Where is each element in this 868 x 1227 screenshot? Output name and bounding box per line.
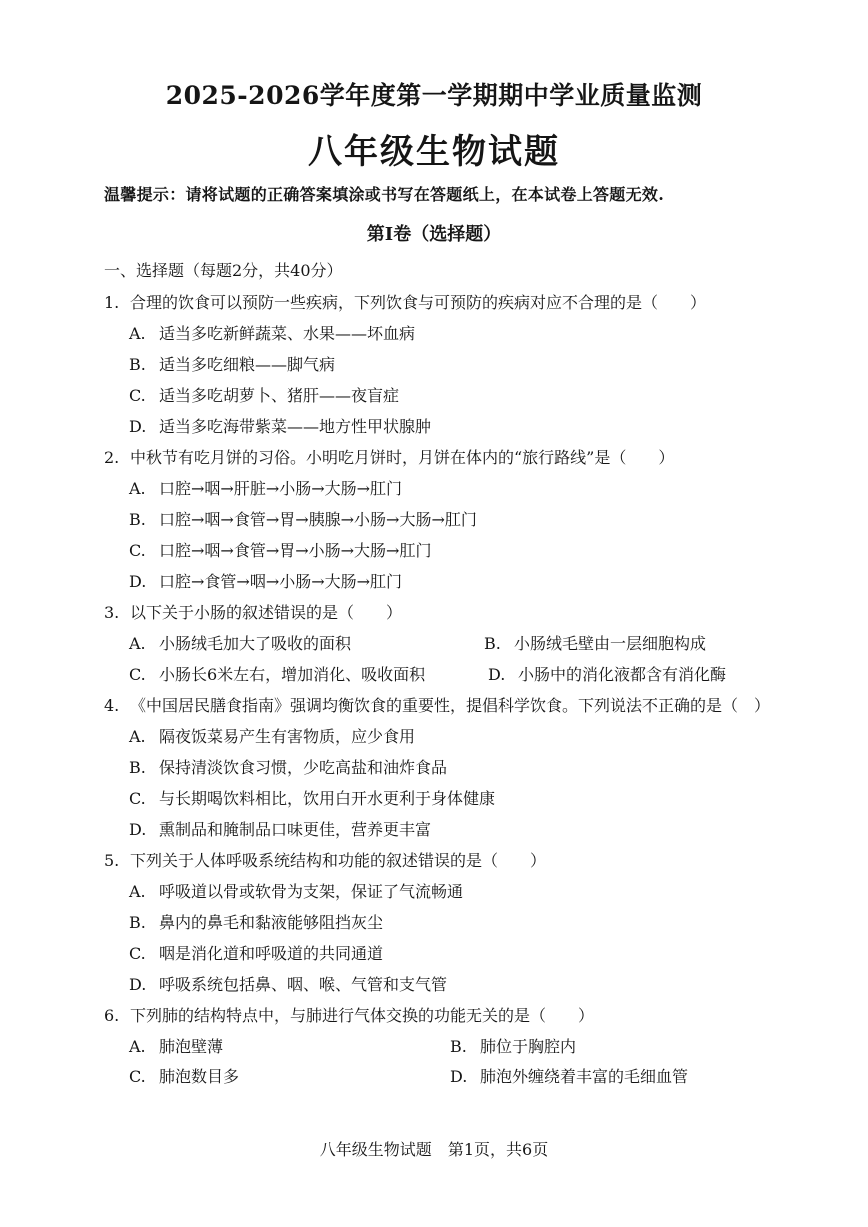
option-4b	[129, 755, 447, 778]
option-label: B.	[129, 355, 146, 374]
section-title: 第I卷（选择题）	[366, 224, 502, 245]
option-4c	[129, 786, 495, 809]
option-text: 适当多吃胡萝卜、猪肝——夜盲症	[159, 386, 400, 405]
option-text: 保持清淡饮食习惯，少吃高盐和油炸食品	[159, 758, 448, 777]
subject-title: 八年级生物试题	[308, 132, 560, 172]
option-text: 口腔→咽→食管→胃→小肠→大肠→肛门	[159, 541, 432, 560]
option-label: D.	[129, 975, 147, 994]
option-label: B.	[484, 634, 501, 653]
footer-subject: 八年级生物试题	[319, 1140, 432, 1159]
option-label: C.	[129, 789, 146, 808]
part-heading: 一、选择题（每题2分，共40分）	[104, 261, 343, 280]
option-1b	[129, 352, 335, 375]
option-1c	[129, 383, 399, 406]
option-5a	[129, 879, 463, 902]
question-stem: 中秋节有吃月饼的习俗。小明吃月饼时，月饼在体内的“旅行路线”是（ ）	[130, 448, 675, 467]
option-5c	[129, 941, 383, 964]
option-1a	[129, 321, 415, 344]
exam-title: 2025-2026学年度第一学期期中学业质量监测	[165, 81, 703, 110]
option-text: 小肠绒毛加大了吸收的面积	[159, 634, 352, 653]
option-text: 小肠长6米左右，增加消化、吸收面积	[159, 665, 426, 684]
option-text: 与长期喝饮料相比，饮用白开水更利于身体健康	[159, 789, 496, 808]
question-number: 4.	[104, 696, 120, 715]
option-text: 口腔→食管→咽→小肠→大肠→肛门	[159, 572, 403, 591]
option-text: 熏制品和腌制品口味更佳，营养更丰富	[159, 820, 432, 839]
option-text: 呼吸系统包括鼻、咽、喉、气管和支气管	[159, 975, 448, 994]
option-text: 肺泡壁薄	[159, 1037, 224, 1056]
question-number: 3.	[104, 603, 120, 622]
question-6	[104, 1003, 594, 1026]
question-number: 5.	[104, 851, 120, 870]
option-label: B.	[450, 1037, 467, 1056]
question-number: 6.	[104, 1006, 120, 1025]
footer-page-number: 第1页，共6页	[447, 1140, 549, 1159]
question-4	[104, 693, 770, 716]
option-label: D.	[129, 820, 147, 839]
question-number: 2.	[104, 448, 120, 467]
option-4a	[129, 724, 415, 747]
option-label: C.	[129, 541, 146, 560]
question-stem: 下列肺的结构特点中，与肺进行气体交换的功能无关的是（ ）	[130, 1006, 595, 1025]
option-text: 口腔→咽→食管→胃→胰腺→小肠→大肠→肛门	[159, 510, 477, 529]
option-3a	[129, 631, 351, 654]
option-text: 呼吸道以骨或软骨为支架，保证了气流畅通	[159, 882, 464, 901]
question-5	[104, 848, 546, 871]
option-text: 肺泡数目多	[159, 1067, 240, 1086]
option-5d	[129, 972, 447, 995]
option-5b	[129, 910, 383, 933]
option-text: 肺位于胸腔内	[480, 1037, 577, 1056]
option-2d	[129, 569, 402, 592]
option-text: 口腔→咽→肝脏→小肠→大肠→肛门	[159, 479, 403, 498]
option-text: 隔夜饭菜易产生有害物质，应少食用	[159, 727, 416, 746]
option-3c	[129, 662, 425, 685]
option-text: 咽是消化道和呼吸道的共同通道	[159, 944, 384, 963]
option-label: B.	[129, 510, 146, 529]
option-6c	[129, 1064, 239, 1087]
question-stem: 下列关于人体呼吸系统结构和功能的叙述错误的是（ ）	[130, 851, 547, 870]
option-label: D.	[129, 417, 147, 436]
option-label: D.	[450, 1067, 468, 1086]
option-label: C.	[129, 386, 146, 405]
option-text: 适当多吃细粮——脚气病	[159, 355, 336, 374]
option-label: A.	[129, 727, 146, 746]
option-label: D.	[129, 572, 147, 591]
option-1d	[129, 414, 431, 437]
notice-text: 温馨提示：请将试题的正确答案填涂或书写在答题纸上，在本试卷上答题无效.	[104, 185, 665, 204]
question-1	[104, 290, 706, 313]
option-6b	[450, 1034, 576, 1057]
option-3d	[488, 662, 726, 685]
option-label: C.	[129, 944, 146, 963]
option-label: A.	[129, 324, 146, 343]
option-text: 肺泡外缠绕着丰富的毛细血管	[480, 1067, 689, 1086]
option-2c	[129, 538, 431, 561]
option-label: C.	[129, 665, 146, 684]
question-stem: 以下关于小肠的叙述错误的是（ ）	[130, 603, 403, 622]
option-4d	[129, 817, 431, 840]
question-number: 1.	[104, 293, 120, 312]
page-footer	[0, 1137, 868, 1160]
option-label: B.	[129, 758, 146, 777]
option-text: 适当多吃海带紫菜——地方性甲状腺肿	[159, 417, 432, 436]
option-text: 适当多吃新鲜蔬菜、水果——坏血病	[159, 324, 416, 343]
option-2b	[129, 507, 477, 530]
option-6a	[129, 1034, 223, 1057]
option-label: A.	[129, 634, 146, 653]
option-label: A.	[129, 882, 146, 901]
option-label: C.	[129, 1067, 146, 1086]
question-stem: 合理的饮食可以预防一些疾病，下列饮食与可预防的疾病对应不合理的是（ ）	[130, 293, 707, 312]
question-2	[104, 445, 674, 468]
question-3	[104, 600, 402, 623]
option-label: A.	[129, 479, 146, 498]
option-label: D.	[488, 665, 506, 684]
question-stem: 《中国居民膳食指南》强调均衡饮食的重要性，提倡科学饮食。下列说法不正确的是（ ）	[130, 696, 771, 715]
option-text: 小肠绒毛壁由一层细胞构成	[514, 634, 707, 653]
option-text: 小肠中的消化液都含有消化酶	[518, 665, 727, 684]
option-text: 鼻内的鼻毛和黏液能够阻挡灰尘	[159, 913, 384, 932]
option-label: A.	[129, 1037, 146, 1056]
option-6d	[450, 1064, 688, 1087]
option-3b	[484, 631, 706, 654]
option-2a	[129, 476, 402, 499]
option-label: B.	[129, 913, 146, 932]
